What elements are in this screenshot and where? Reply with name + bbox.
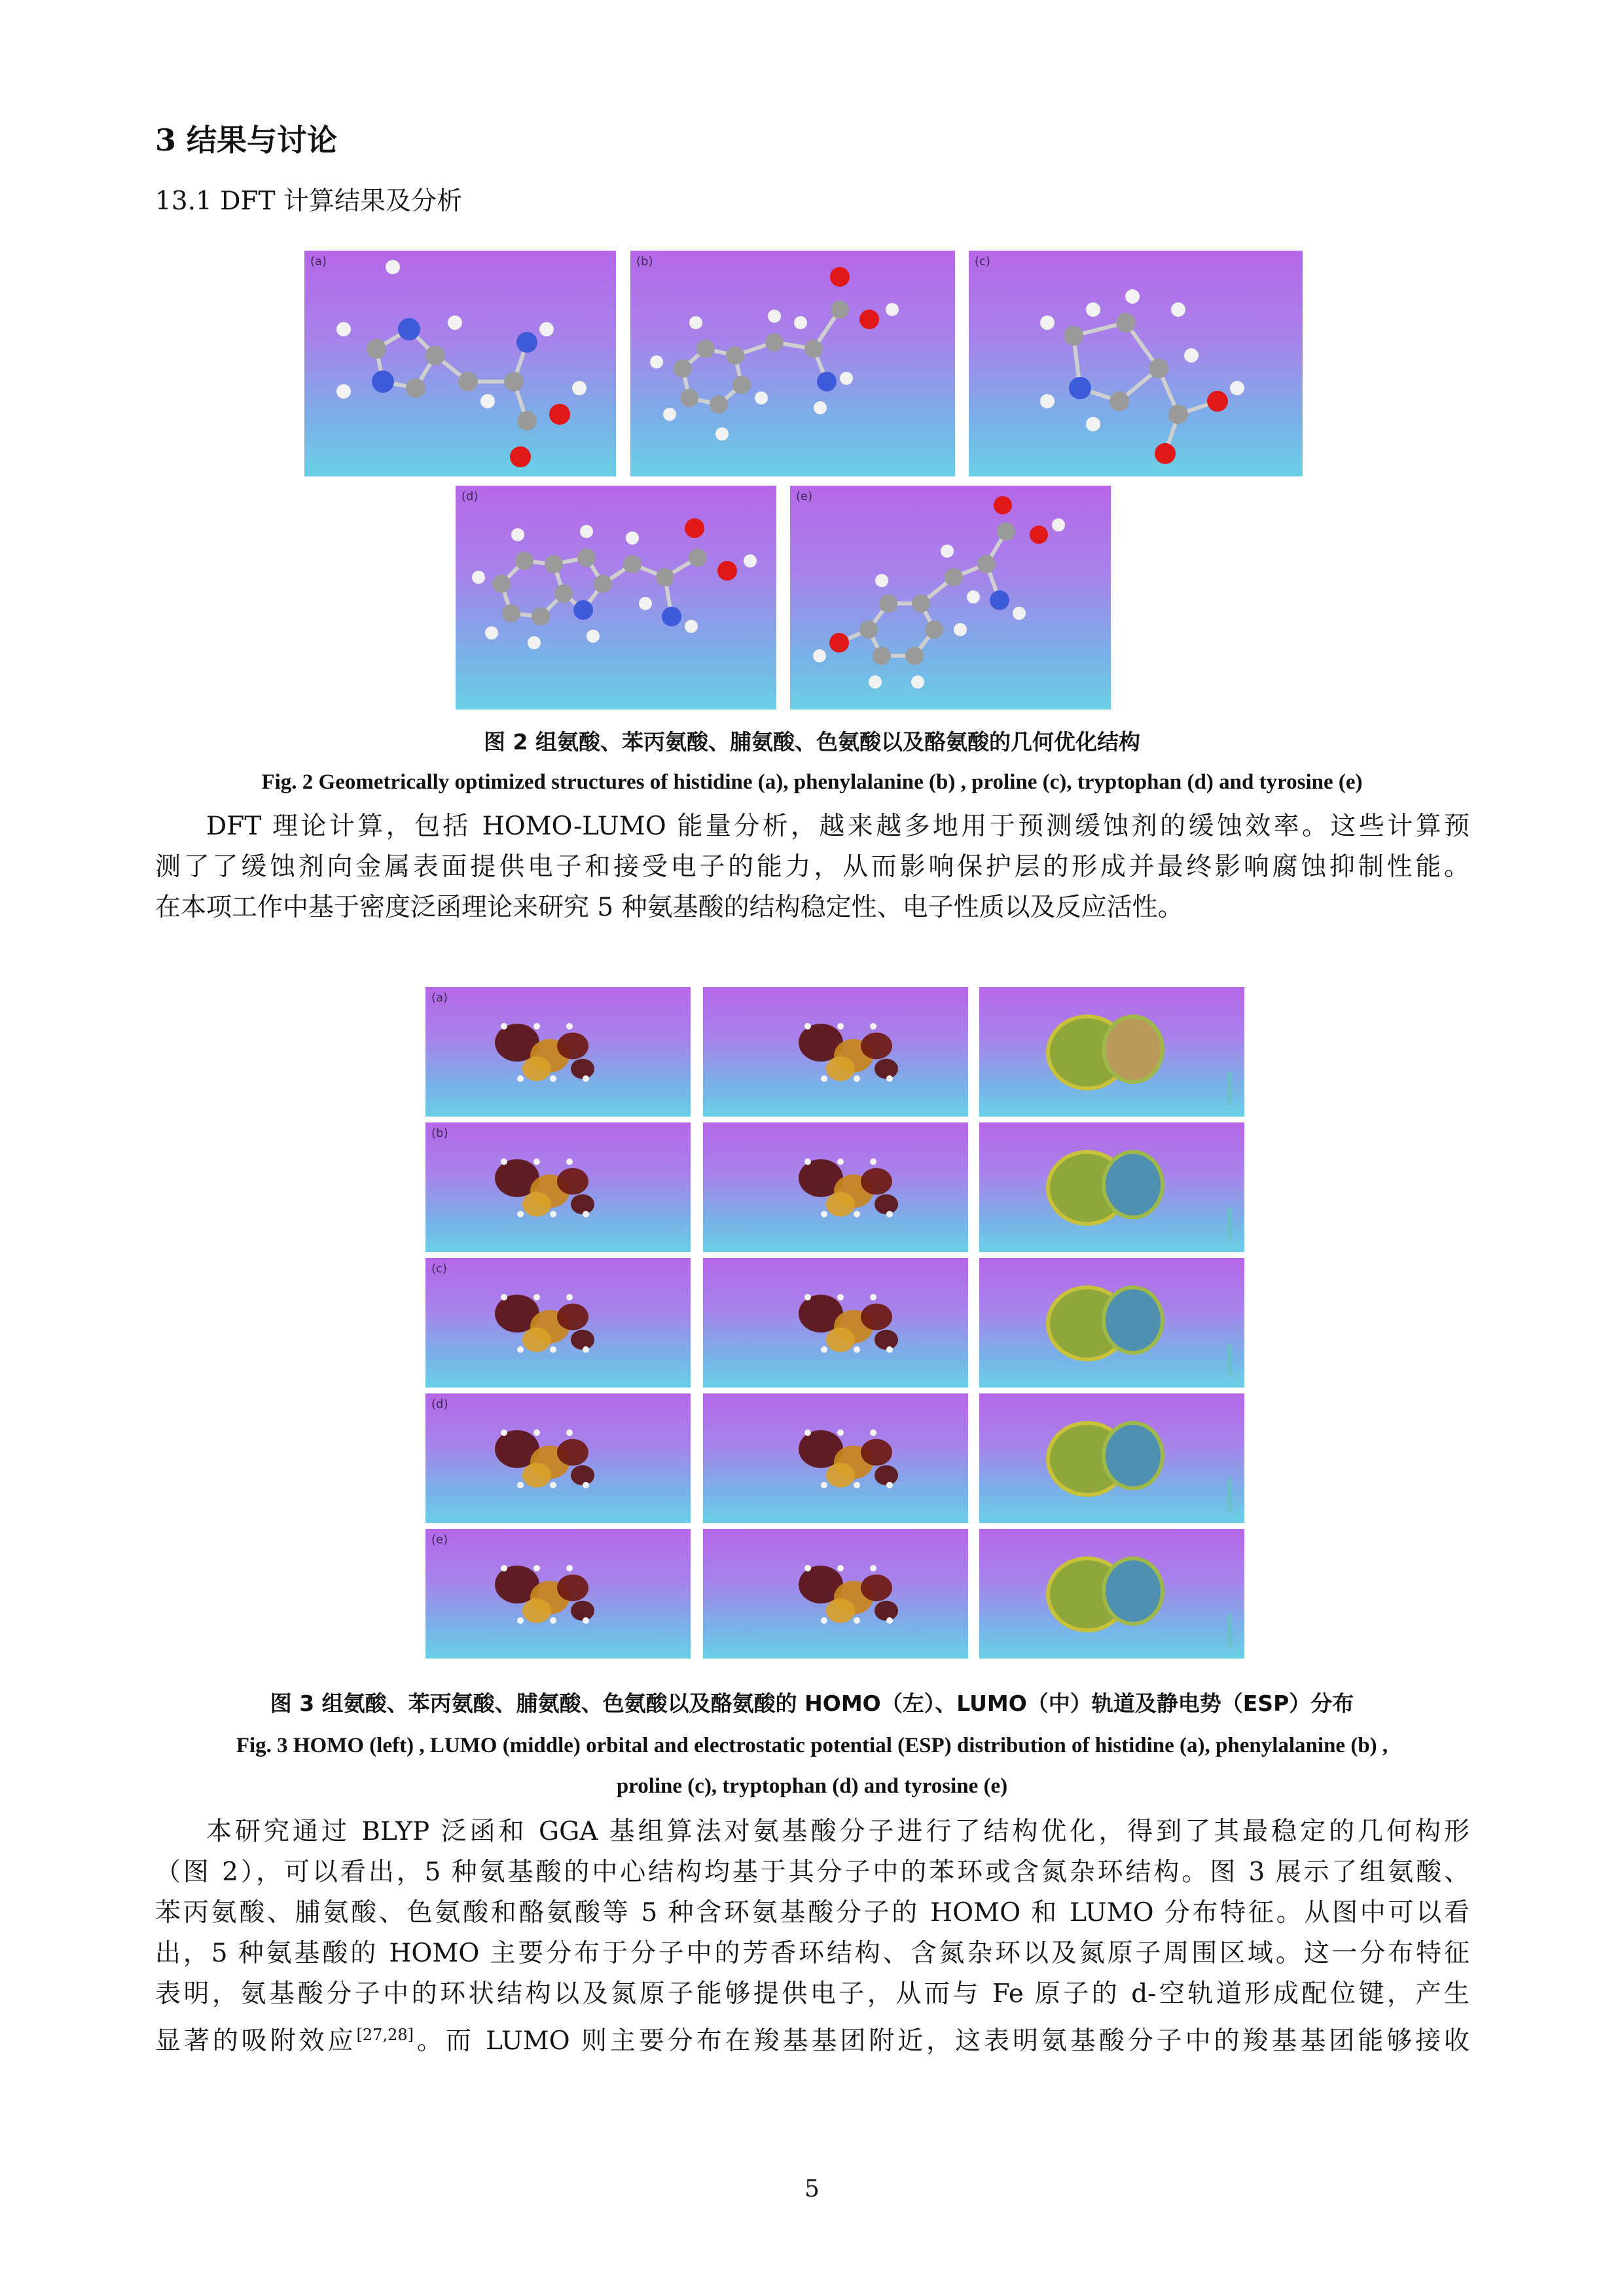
page-number: 5 (804, 2176, 820, 2202)
paragraph-1 (155, 806, 1470, 928)
row-label: (d) (431, 1397, 448, 1411)
row-label: (c) (431, 1262, 447, 1276)
fig2-panel-e (790, 486, 1111, 709)
paragraph-line: （图 2），可以看出，5 种氨基酸的中心结构均基于其分子中的苯环或含氮杂环结构。图 3 展示了组氨酸、 (155, 1857, 1470, 1887)
lumo-render (703, 1122, 968, 1252)
panel-label: (e) (796, 490, 813, 503)
paragraph-line-with-citation (155, 2015, 1470, 2062)
fig3-panel-esp (979, 987, 1244, 1117)
row-label: (e) (431, 1533, 448, 1547)
fig3-panel-homo (425, 1258, 691, 1388)
fig2-panel-a (304, 251, 616, 476)
paragraph-line: 测了了缓蚀剂向金属表面提供电子和接受电子的能力，从而影响保护层的形成并最终影响腐蚀抑制性能。 (155, 852, 1470, 882)
molecule-tyrosine (790, 486, 1111, 709)
fig3-panel-lumo (703, 1529, 968, 1659)
panel-label: (d) (461, 490, 478, 503)
figure-3-caption-en-line2: proline (c), tryptophan (d) and tyrosine (e) (616, 1774, 1008, 1798)
fig3-panel-homo (425, 987, 691, 1117)
figure-2-caption-cn: 图 2 组氨酸、苯丙氨酸、脯氨酸、色氨酸以及酪氨酸的几何优化结构 (484, 729, 1140, 755)
homo-render (425, 1122, 691, 1252)
paragraph-line: 表明，氨基酸分子中的环状结构以及氮原子能够提供电子，从而与 Fe 原子的 d-空轨道形成配位键，产生 (155, 1979, 1470, 2009)
row-label: (a) (431, 991, 448, 1005)
homo-render (425, 1258, 691, 1388)
fig3-panel-homo (425, 1122, 691, 1252)
row-label: (b) (431, 1126, 448, 1140)
fig3-panel-lumo (703, 1122, 968, 1252)
esp-render (979, 1393, 1244, 1523)
paragraph-line: 在本项工作中基于密度泛函理论来研究 5 种氨基酸的结构稳定性、电子性质以及反应活性。 (155, 893, 1183, 922)
subsection-heading: 13.1 DFT 计算结果及分析 (155, 187, 462, 216)
lumo-render (703, 1529, 968, 1659)
paragraph-line: 出，5 种氨基酸的 HOMO 主要分布于分子中的芳香环结构、含氮杂环以及氮原子周围区域。这一分布特征 (155, 1939, 1470, 1968)
fig3-panel-lumo (703, 1393, 968, 1523)
fig3-panel-esp (979, 1122, 1244, 1252)
fig2-panel-d (456, 486, 776, 709)
text-segment: 显著的吸附效应 (155, 2026, 357, 2056)
paragraph-line: 苯丙氨酸、脯氨酸、色氨酸和酪氨酸等 5 种含环氨基酸分子的 HOMO 和 LUMO 分布特征。从图中可以看 (155, 1898, 1470, 1928)
esp-render (979, 1529, 1244, 1659)
homo-render (425, 1393, 691, 1523)
fig3-panel-lumo (703, 987, 968, 1117)
molecule-tryptophan (456, 486, 776, 709)
panel-label: (a) (310, 255, 327, 268)
figure-3-caption-en-line1: Fig. 3 HOMO (left) , LUMO (middle) orbital and electrostatic potential (ESP) distribution of histidine (a), phenylalanine (b) , (236, 1734, 1388, 1757)
lumo-render (703, 1393, 968, 1523)
fig3-panel-homo (425, 1393, 691, 1523)
homo-render (425, 987, 691, 1117)
molecule-histidine (304, 251, 616, 476)
homo-render (425, 1529, 691, 1659)
esp-render (979, 987, 1244, 1117)
esp-render (979, 1122, 1244, 1252)
lumo-render (703, 987, 968, 1117)
lumo-render (703, 1258, 968, 1388)
figure-3-caption-cn: 图 3 组氨酸、苯丙氨酸、脯氨酸、色氨酸以及酪氨酸的 HOMO（左）、LUMO（中）轨道及静电势（ESP）分布 (270, 1691, 1354, 1716)
molecule-phenylalanine (630, 251, 955, 476)
paragraph-line: 本研究通过 BLYP 泛函和 GGA 基组算法对氨基酸分子进行了结构优化，得到了其最稳定的几何构形 (206, 1817, 1470, 1846)
fig3-panel-homo (425, 1529, 691, 1659)
fig3-panel-esp (979, 1529, 1244, 1659)
panel-label: (c) (975, 255, 990, 268)
esp-render (979, 1258, 1244, 1388)
fig3-panel-esp (979, 1258, 1244, 1388)
fig2-panel-b (630, 251, 955, 476)
paragraph-line: DFT 理论计算，包括 HOMO-LUMO 能量分析，越来越多地用于预测缓蚀剂的缓蚀效率。这些计算预 (206, 812, 1470, 841)
fig3-panel-lumo (703, 1258, 968, 1388)
citation-ref[interactable]: [27,28] (356, 2026, 414, 2044)
figure-2-caption-en: Fig. 2 Geometrically optimized structures of histidine (a), phenylalanine (b) , proline (c), tryptophan (d) and tyrosine (e) (261, 770, 1363, 794)
molecule-proline (969, 251, 1303, 476)
panel-label: (b) (636, 255, 653, 268)
fig3-panel-esp (979, 1393, 1244, 1523)
text-segment: 。而 LUMO 则主要分布在羧基基团附近，这表明氨基酸分子中的羧基基团能够接收 (413, 2026, 1470, 2056)
paragraph-2 (155, 1812, 1470, 2062)
section-heading: 3 结果与讨论 (155, 122, 338, 158)
fig2-panel-c (969, 251, 1303, 476)
